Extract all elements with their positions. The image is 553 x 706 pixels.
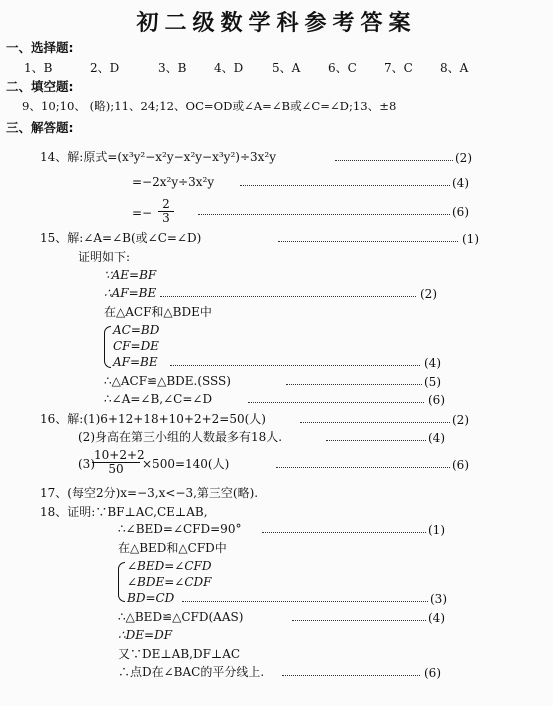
leader-dots <box>335 160 453 161</box>
q16-line-3: ×500=140(人) <box>142 457 230 471</box>
q15-line-2: 证明如下: <box>78 250 131 264</box>
choice-answer: 8、A <box>440 61 469 75</box>
leader-dots <box>276 467 450 468</box>
score-mark: (2) <box>452 413 469 427</box>
fraction-denominator: 50 <box>108 462 124 476</box>
q16-line-1: 16、解:(1)6+12+18+10+2+2=50(人) <box>40 412 266 426</box>
score-mark: (4) <box>428 431 445 445</box>
leader-dots <box>326 440 426 441</box>
score-mark: (1) <box>428 523 445 537</box>
q15-line-6: AC=BD <box>113 323 160 337</box>
q16-line-3-prefix: (3) <box>78 457 95 471</box>
system-brace <box>104 326 111 368</box>
section-2-heading: 二、填空题: <box>6 79 74 94</box>
q14-line-3-sign: =− <box>132 206 153 220</box>
q15-line-3: ∵AE=BF <box>104 268 157 282</box>
fill-in-answers: 9、10;10、 (略);11、24;12、OC=OD或∠A=∠B或∠C=∠D;13、±8 <box>22 99 397 113</box>
fraction-denominator: 3 <box>162 211 170 225</box>
score-mark: (6) <box>452 458 469 472</box>
choice-answer: 6、C <box>328 61 357 75</box>
q18-line-1: 18、证明:∵BF⊥AC,CE⊥AB, <box>40 505 208 519</box>
choice-answer: 4、D <box>214 61 244 75</box>
score-mark: (4) <box>424 356 441 370</box>
q18-line-7: ∴△BED≌△CFD(AAS) <box>118 610 244 624</box>
page-title: 初二级数学科参考答案 <box>136 11 417 36</box>
leader-dots <box>198 214 450 215</box>
score-mark: (6) <box>424 666 441 680</box>
score-mark: (1) <box>462 232 479 246</box>
score-mark: (6) <box>452 205 469 219</box>
q18-line-9: 又∵DE⊥AB,DF⊥AC <box>118 647 241 661</box>
score-mark: (6) <box>428 393 445 407</box>
leader-dots <box>300 422 450 423</box>
score-mark: (3) <box>430 592 447 606</box>
leader-dots <box>170 365 420 366</box>
choice-answer: 7、C <box>384 61 413 75</box>
q15-line-4: ∴AF=BE <box>104 286 157 300</box>
leader-dots <box>240 185 450 186</box>
score-mark: (4) <box>452 176 469 190</box>
q14-line-1: 14、解:原式=(x³y²−x²y−x²y−x³y²)÷3x²y <box>40 150 276 164</box>
fraction-numerator: 2 <box>158 198 174 212</box>
q16-fraction <box>92 448 145 476</box>
fraction-numerator: 10+2+2 <box>94 448 145 462</box>
score-mark: (2) <box>420 287 437 301</box>
q15-line-1: 15、解:∠A=∠B(或∠C=∠D) <box>40 231 202 245</box>
score-mark: (5) <box>424 375 441 389</box>
choice-answer: 5、A <box>272 61 301 75</box>
q18-line-10: ∴点D在∠BAC的平分线上. <box>118 665 265 679</box>
choice-answer: 1、B <box>24 61 53 75</box>
q18-line-4: ∠BED=∠CFD <box>127 559 212 573</box>
q16-line-2: (2)身高在第三小组的人数最多有18人. <box>78 430 283 444</box>
leader-dots <box>278 241 458 242</box>
q15-line-8: AF=BE <box>113 355 158 369</box>
leader-dots <box>248 402 424 403</box>
choice-answer: 2、D <box>90 61 120 75</box>
q17-line-1: 17、(每空2分)x=−3,x<−3,第三空(略). <box>40 486 259 500</box>
choice-answer: 3、B <box>158 61 187 75</box>
q18-line-3: 在△BED和△CFD中 <box>118 541 227 555</box>
system-brace <box>118 562 125 602</box>
q18-line-5: ∠BDE=∠CDF <box>127 575 212 589</box>
q15-line-5: 在△ACF和△BDE中 <box>104 305 212 319</box>
score-mark: (4) <box>428 611 445 625</box>
q18-line-6: BD=CD <box>127 591 175 605</box>
section-1-heading: 一、选择题: <box>6 40 74 55</box>
leader-dots <box>292 620 426 621</box>
leader-dots <box>262 532 426 533</box>
q15-line-7: CF=DE <box>113 339 159 353</box>
q14-fraction <box>158 198 174 225</box>
section-3-heading: 三、解答题: <box>6 120 74 135</box>
leader-dots <box>160 296 416 297</box>
leader-dots <box>286 384 422 385</box>
q14-line-2: =−2x²y÷3x²y <box>132 175 215 189</box>
q15-line-9: ∴△ACF≌△BDE.(SSS) <box>104 374 231 388</box>
q18-line-2: ∴∠BED=∠CFD=90° <box>118 522 242 536</box>
q15-line-10: ∴∠A=∠B,∠C=∠D <box>104 392 213 406</box>
score-mark: (2) <box>455 151 472 165</box>
q18-line-8: ∴DE=DF <box>118 628 173 642</box>
leader-dots <box>282 675 420 676</box>
leader-dots <box>182 601 428 602</box>
